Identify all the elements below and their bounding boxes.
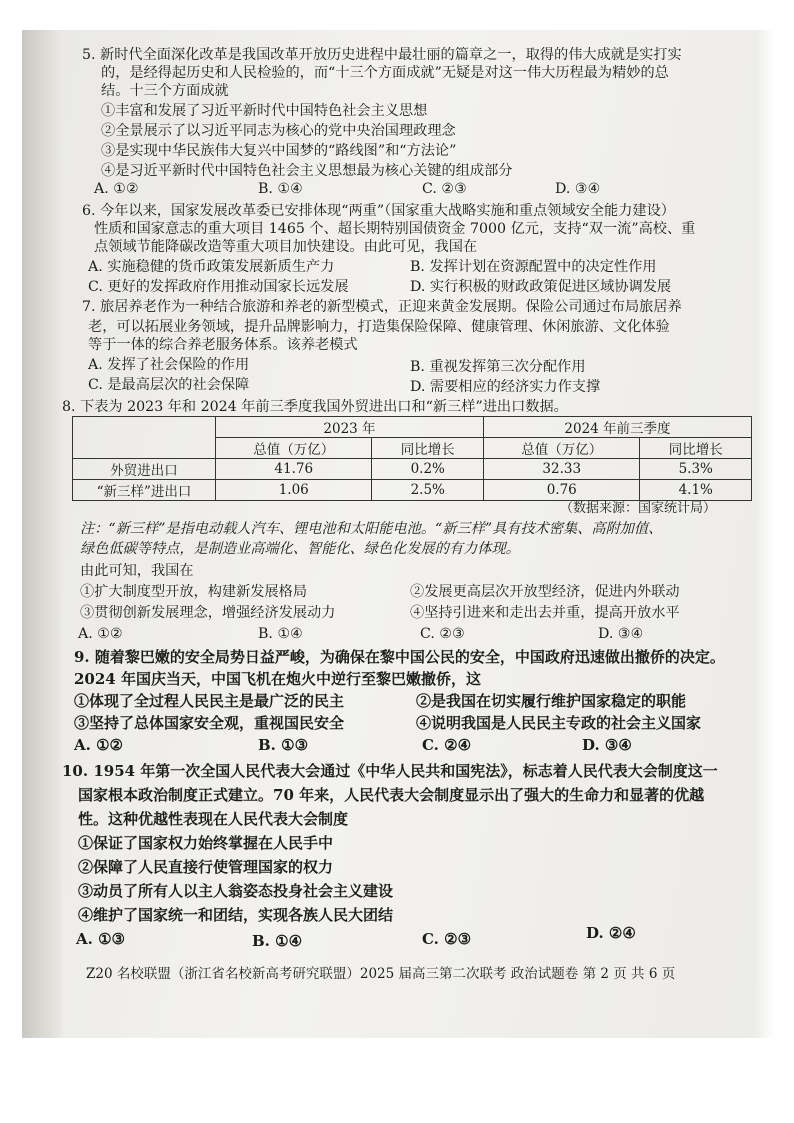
q10-item-3: ③动员了所有人以主人翁姿态投身社会主义建设 xyxy=(78,882,394,900)
table-corner xyxy=(73,417,216,459)
q9-stem-line-2: 2024 年国庆当天，中国飞机在炮火中逆行至黎巴嫩撤侨，这 xyxy=(74,670,481,688)
q5-item-1: ①丰富和发展了习近平新时代中国特色社会主义思想 xyxy=(101,103,428,119)
q10-item-1: ①保证了国家权力始终掌握在人民手中 xyxy=(78,834,334,852)
table-cell: 0.2% xyxy=(372,459,484,480)
q7-stem-line-3: 等于一体的综合养老服务体系。该养老模式 xyxy=(88,337,358,353)
q7-option-c: C. 是最高层次的社会保障 xyxy=(88,377,250,393)
q9-stem-line-1: 9. 随着黎巴嫩的安全局势日益严峻，为确保在黎中国公民的安全，中国政府迅速做出撤侨的决定。 xyxy=(74,648,725,666)
q10-option-c: C. ②③ xyxy=(422,930,472,948)
table-cell: 41.76 xyxy=(216,459,372,480)
q5-item-2: ②全景展示了以习近平同志为核心的党中央治国理政理念 xyxy=(101,123,456,139)
year-header-2024: 2024 年前三季度 xyxy=(483,417,751,438)
q10-option-d: D. ②④ xyxy=(586,924,636,942)
q10-stem-line-3: 性。这种优越性表现在人民代表大会制度 xyxy=(78,810,349,828)
q9-item-3: ③坚持了总体国家安全观，重视国民安全 xyxy=(74,714,345,732)
q10-item-4: ④维护了国家统一和团结，实现各族人民大团结 xyxy=(78,906,394,924)
q8-item-3: ③贯彻创新发展理念，增强经济发展动力 xyxy=(80,605,336,621)
table-header-row-years xyxy=(73,417,752,438)
q7-option-a: A. 发挥了社会保险的作用 xyxy=(88,357,250,373)
table-cell: 2.5% xyxy=(372,480,484,501)
q8-note-line-1: 注：“新三样”是指电动载人汽车、锂电池和太阳能电池。“新三样”具有技术密集、高附加值、 xyxy=(80,521,663,537)
table-cell: 5.3% xyxy=(640,459,752,480)
q8-option-d: D. ③④ xyxy=(598,626,644,642)
q5-stem-line-3: 结。十三个方面成就 xyxy=(101,83,229,99)
q5-item-3: ③是实现中华民族伟大复兴中国梦的“路线图”和“方法论” xyxy=(101,143,457,159)
table-cell: 1.06 xyxy=(216,480,372,501)
q6-option-b: B. 发挥计划在资源配置中的决定性作用 xyxy=(410,259,657,275)
q6-option-c: C. 更好的发挥政府作用推动国家长远发展 xyxy=(88,279,349,295)
q5-item-4: ④是习近平新时代中国特色社会主义思想最为核心关键的组成部分 xyxy=(101,163,513,179)
column-header: 同比增长 xyxy=(372,438,484,459)
q9-option-c: C. ②④ xyxy=(422,736,472,754)
q6-stem-line-2: 性质和国家意志的重大项目 1465 个、超长期特别国债资金 7000 亿元，支持“双一流”高校、重 xyxy=(94,221,696,237)
column-header: 总值（万亿） xyxy=(216,438,372,459)
q7-stem-line-2: 老，可以拓展业务领域，提升品牌影响力，打造集保险保障、健康管理、休闲旅游、文化体验 xyxy=(88,319,670,335)
page-shadow-left xyxy=(22,30,62,1038)
row-label: 外贸进出口 xyxy=(73,459,216,480)
q5-option-b: B. ①④ xyxy=(258,181,303,197)
page-footer: Z20 名校联盟（浙江省名校新高考研究联盟）2025 届高三第二次联考 政治试题卷 第 2 页 共 6 页 xyxy=(86,966,676,982)
q10-stem-line-1: 10. 1954 年第一次全国人民代表大会通过《中华人民共和国宪法》，标志着人民代表大会制度这一 xyxy=(62,762,718,780)
table-row xyxy=(73,480,752,501)
q6-option-d: D. 实行积极的财政政策促进区域协调发展 xyxy=(410,279,672,295)
q6-stem-line-3: 点领域节能降碳改造等重大项目加快建设。由此可见，我国在 xyxy=(94,239,478,255)
q5-stem-line-1: 5. 新时代全面深化改革是我国改革开放历史进程中最壮丽的篇章之一，取得的伟大成就是实打实 xyxy=(82,47,682,63)
q8-item-4: ④坚持引进来和走出去并重，提高开放水平 xyxy=(410,605,680,621)
q10-option-a: A. ①③ xyxy=(76,930,125,948)
q8-option-c: C. ②③ xyxy=(420,626,465,642)
q6-option-a: A. 实施稳健的货币政策发展新质生产力 xyxy=(88,259,335,275)
q7-option-b: B. 重视发挥第三次分配作用 xyxy=(410,359,586,375)
table-cell: 32.33 xyxy=(483,459,639,480)
table-cell: 0.76 xyxy=(483,480,639,501)
trade-data-table xyxy=(72,416,752,501)
q9-option-a: A. ①② xyxy=(74,736,123,754)
year-header-2023: 2023 年 xyxy=(216,417,484,438)
q9-option-d: D. ③④ xyxy=(582,736,632,754)
data-source: （数据来源：国家统计局） xyxy=(560,501,717,516)
q5-stem-line-2: 的，是经得起历史和人民检验的，而“十三个方面成就”无疑是对这一伟大历程最为精妙的总 xyxy=(101,65,669,81)
q9-item-2: ②是我国在切实履行维护国家稳定的职能 xyxy=(416,692,687,710)
row-label: “新三样”进出口 xyxy=(73,480,216,501)
q8-stem: 8. 下表为 2023 年和 2024 年前三季度我国外贸进出口和“新三样”进出口数据。 xyxy=(62,399,568,415)
q5-option-c: C. ②③ xyxy=(422,181,467,197)
q8-item-2: ②发展更高层次开放型经济，促进内外联动 xyxy=(410,584,680,600)
q10-stem-line-2: 国家根本政治制度正式建立。70 年来，人民代表大会制度显示出了强大的生命力和显著的优越 xyxy=(78,786,705,804)
q5-option-a: A. ①② xyxy=(94,181,139,197)
q5-option-d: D. ③④ xyxy=(555,181,601,197)
photographed-page xyxy=(22,30,774,1038)
q6-stem-line-1: 6. 今年以来，国家发展改革委已安排体现“两重”（国家重大战略实施和重点领域安全能力建设） xyxy=(82,203,675,219)
q8-option-b: B. ①④ xyxy=(258,626,303,642)
q7-stem-line-1: 7. 旅居养老作为一种结合旅游和养老的新型模式，正迎来黄金发展期。保险公司通过布局旅居养 xyxy=(82,299,682,315)
q8-item-1: ①扩大制度型开放，构建新发展格局 xyxy=(80,584,308,600)
column-header: 总值（万亿） xyxy=(483,438,639,459)
table-row xyxy=(73,459,752,480)
q10-item-2: ②保障了人民直接行使管理国家的权力 xyxy=(78,858,334,876)
q8-option-a: A. ①② xyxy=(78,626,123,642)
q9-item-4: ④说明我国是人民民主专政的社会主义国家 xyxy=(416,714,702,732)
page-glare-right xyxy=(754,30,774,1038)
q8-question-stem: 由此可知，我国在 xyxy=(80,563,194,579)
column-header: 同比增长 xyxy=(640,438,752,459)
table-cell: 4.1% xyxy=(640,480,752,501)
q8-note-line-2: 绿色低碳等特点，是制造业高端化、智能化、绿色化发展的有力体现。 xyxy=(80,541,520,557)
q7-option-d: D. 需要相应的经济实力作支撑 xyxy=(410,379,601,395)
q10-option-b: B. ①④ xyxy=(252,932,303,950)
q9-item-1: ①体现了全过程人民民主是最广泛的民主 xyxy=(74,692,345,710)
q9-option-b: B. ①③ xyxy=(258,736,309,754)
